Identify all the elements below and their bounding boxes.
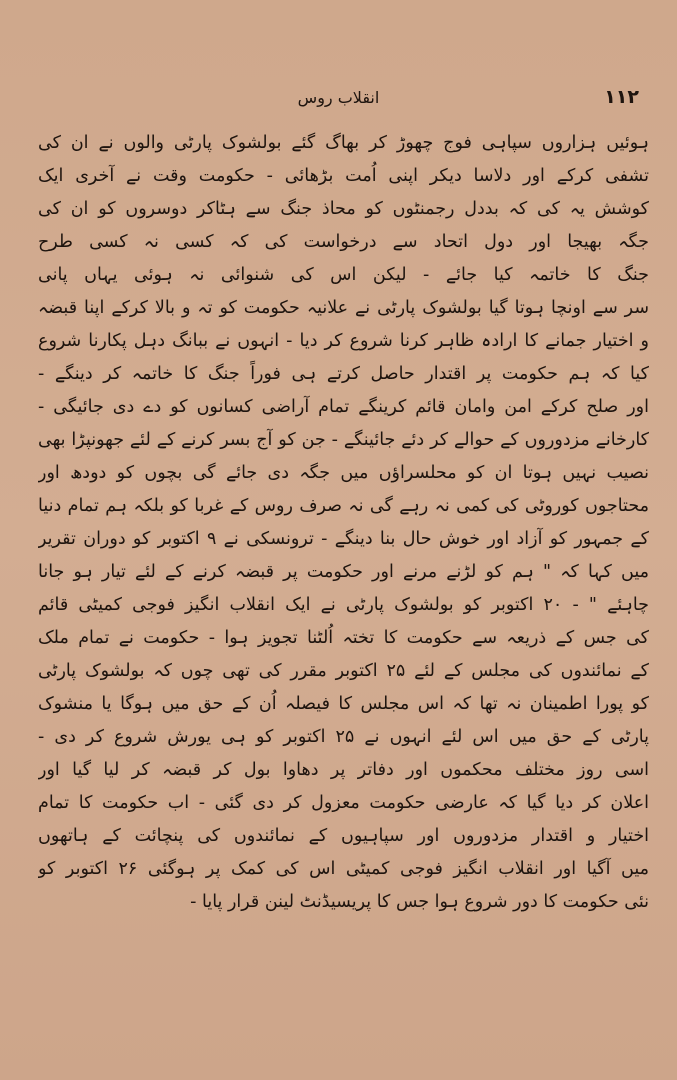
page-number: ۱۱۲ — [604, 86, 639, 108]
text-line: تشفی کرکے اور دلاسا دیکر اپنی اُمت بڑھائی - حکومت وقت نے آخری ایک — [38, 166, 649, 186]
page-header — [30, 86, 647, 118]
text-line: سر سے اونچا ہوتا گیا بولشوک پارٹی نے علانیہ حکومت کو تہ و بالا کرکے اپنا قبضہ — [38, 298, 649, 318]
text-line: پارٹی کے حق میں اس لئے انہوں نے ۲۵ اکتوبر کو ہی یورش شروع کر دی - — [38, 727, 649, 747]
text-line: اختیار و اقتدار مزدوروں اور سپاہیوں کے نمائندوں کی پنچائت کے ہاتھوں — [38, 826, 649, 846]
text-line: جگہ بھیجا اور دول اتحاد سے درخواست کی کہ کسی نہ کسی طرح — [38, 232, 649, 252]
text-line: کے نمائندوں کی مجلس کے لئے ۲۵ اکتوبر مقرر کی تھی چوں کہ بولشوک پارٹی — [38, 661, 649, 681]
text-line: اعلان کر دیا گیا کہ عارضی حکومت معزول کر دی گئی - اب حکومت کا تمام — [38, 793, 649, 813]
text-line: نئی حکومت کا دور شروع ہوا جس کا پریسیڈنٹ لینن قرار پایا - — [190, 892, 649, 912]
text-line: چاہئے " - ۲۰ اکتوبر کو بولشوک پارٹی نے ایک انقلاب انگیز فوجی کمیٹی قائم — [38, 595, 649, 615]
running-title: انقلاب روس — [297, 88, 380, 107]
text-line: کارخانے مزدوروں کے حوالے کر دئے جائینگے - جن کو آج بسر کرنے کے لئے جھونپڑا بھی — [38, 430, 649, 450]
text-line: میں کہا کہ " ہم کو لڑنے مرنے اور حکومت پر قبضہ کرنے کے لئے تیار ہو جانا — [38, 562, 649, 582]
text-line: جنگ کا خاتمہ کیا جائے - لیکن اس کی شنوائی نہ ہوئی یہاں پانی — [38, 265, 649, 285]
text-line: محتاجوں کوروٹی کی کمی نہ رہے گی نہ صرف روس کے غربا کو بلکہ ہم تمام دنیا — [38, 496, 649, 516]
text-line: کوشش یہ کی کہ بددل رجمنٹوں کو محاذ جنگ سے ہٹاکر دوسروں کو ان کی — [38, 199, 649, 219]
text-line: اور صلح کرکے امن وامان قائم کرینگے تمام آراضی کسانوں کو دے دی جائیگی - — [38, 397, 649, 417]
text-line: کو پورا اطمینان نہ تھا کہ اس مجلس کا فیصلہ اُن کے حق میں ہوگا یا منشوک — [38, 694, 649, 714]
text-line: کی جس کے ذریعہ سے حکومت کا تختہ اُلٹنا تجویز ہوا - حکومت نے تمام ملک — [38, 628, 649, 648]
text-line: میں آگیا اور انقلاب انگیز فوجی کمیٹی اس کی کمک پر ہوگئی ۲۶ اکتوبر کو — [38, 859, 649, 879]
text-line: و اختیار جمانے کا ارادہ ظاہر کرنا شروع کر دیا - انہوں نے ببانگ دہل پکارنا شروع — [38, 331, 649, 351]
text-line: کیا کہ ہم حکومت پر اقتدار حاصل کرتے ہی فوراً جنگ کا خاتمہ کر دینگے - — [38, 364, 649, 384]
text-line: نصیب نہیں ہوتا ان کو محلسراؤں میں جگہ دی جائے گی بچوں کو دودھ اور — [38, 463, 649, 483]
text-line: اسی روز مختلف محکموں اور دفاتر پر دھاوا بول کر قبضہ کر لیا گیا اور — [38, 760, 649, 780]
text-line: کے جمہور کو آزاد اور خوش حال بنا دینگے - ترونسکی نے ۹ اکتوبر کو دوران تقریر — [38, 529, 649, 549]
text-line: ہوئیں ہزاروں سپاہی فوج چھوڑ کر بھاگ گئے بولشوک پارٹی والوں نے ان کی — [38, 133, 649, 153]
body-text — [38, 127, 649, 919]
